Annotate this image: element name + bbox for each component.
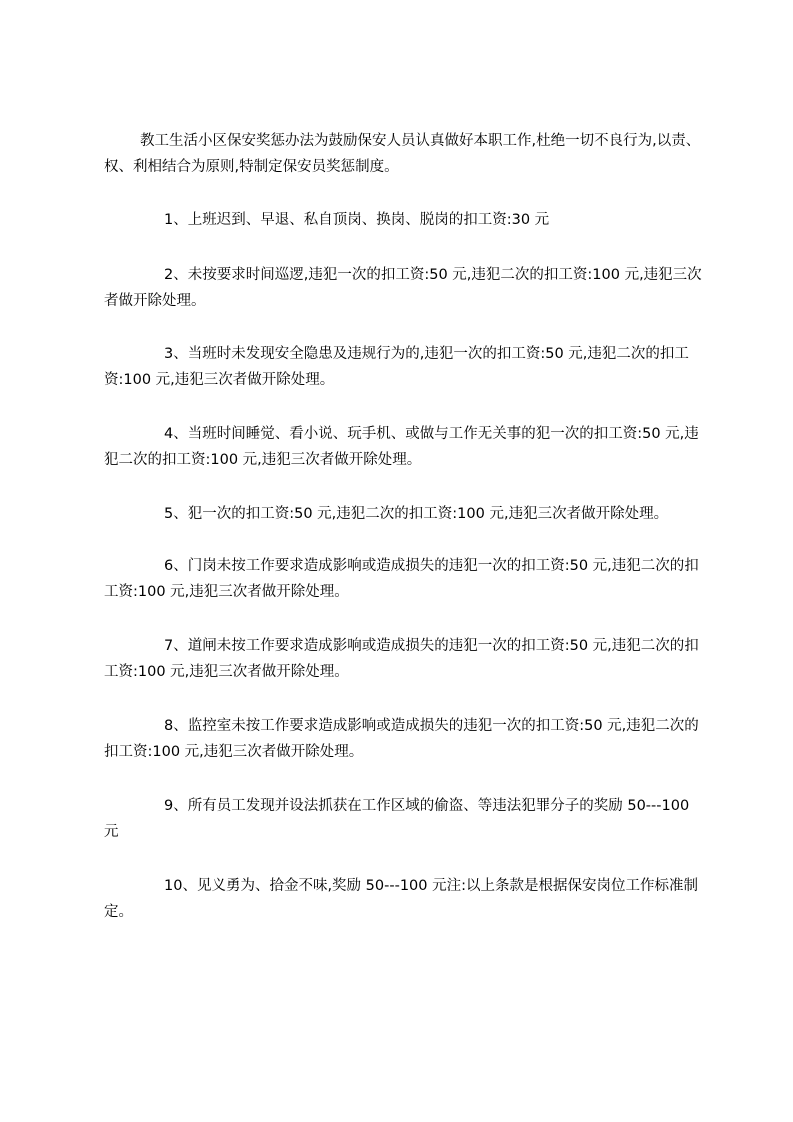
item-text: 门岗未按工作要求造成影响或造成损失的违犯一次的扣工资:50 元,违犯二次的扣工资:100 元,违犯三次者做开除处理。	[104, 558, 699, 600]
item-number: 7、	[164, 638, 188, 654]
rule-item-4	[104, 421, 702, 473]
item-text: 监控室未按工作要求造成影响或造成损失的违犯一次的扣工资:50 元,违犯二次的扣工资:100 元,违犯三次者做开除处理。	[104, 718, 699, 760]
item-text: 见义勇为、拾金不味,奖励 50---100 元注:以上条款是根据保安岗位工作标准制定。	[104, 878, 698, 920]
item-text: 所有员工发现并设法抓获在工作区域的偷盗、等违法犯罪分子的奖励 50---100 元	[104, 798, 690, 840]
item-number: 2、	[164, 267, 188, 283]
rule-item-5	[104, 501, 702, 527]
item-text: 未按要求时间巡逻,违犯一次的扣工资:50 元,违犯二次的扣工资:100 元,违犯三次者做开除处理。	[104, 267, 702, 309]
item-number: 9、	[164, 798, 188, 814]
item-number: 4、	[164, 426, 188, 442]
rule-item-6	[104, 553, 702, 605]
item-number: 10、	[164, 878, 197, 894]
item-text: 上班迟到、早退、私自顶岗、换岗、脱岗的扣工资:30 元	[187, 212, 550, 228]
item-text: 犯一次的扣工资:50 元,违犯二次的扣工资:100 元,违犯三次者做开除处理。	[187, 506, 669, 522]
item-text: 当班时间睡觉、看小说、玩手机、或做与工作无关事的犯一次的扣工资:50 元,违犯二次的扣工资:100 元,违犯三次者做开除处理。	[104, 426, 699, 468]
item-number: 5、	[164, 506, 188, 522]
item-text: 道闸未按工作要求造成影响或造成损失的违犯一次的扣工资:50 元,违犯二次的扣工资:100 元,违犯三次者做开除处理。	[104, 638, 699, 680]
rule-item-3	[104, 341, 702, 393]
item-number: 1、	[164, 212, 188, 228]
intro-paragraph: 教工生活小区保安奖惩办法为鼓励保安人员认真做好本职工作,杜绝一切不良行为,以责、权、利相结合为原则,特制定保安员奖惩制度。	[104, 133, 701, 175]
item-number: 6、	[164, 558, 188, 574]
rule-item-7	[104, 633, 702, 685]
rule-item-8	[104, 713, 702, 765]
rule-item-1	[104, 207, 702, 233]
item-number: 3、	[164, 346, 188, 362]
rule-item-10	[104, 873, 702, 925]
item-number: 8、	[164, 718, 188, 734]
rule-item-2	[104, 262, 702, 314]
item-text: 当班时未发现安全隐患及违规行为的,违犯一次的扣工资:50 元,违犯二次的扣工资:100 元,违犯三次者做开除处理。	[104, 346, 689, 388]
rule-item-9	[104, 793, 702, 845]
